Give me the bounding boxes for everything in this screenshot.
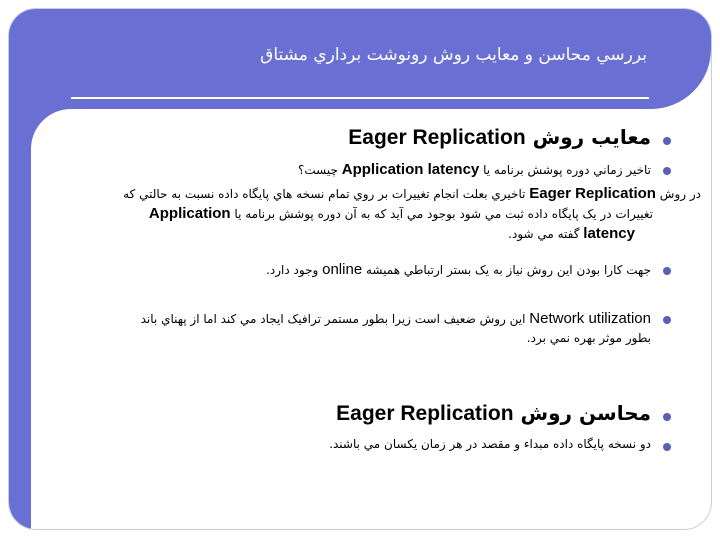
paragraph-line-2-fa: تغييرات در يک پايگاه داده ثبت مي شود بوجود مي آيد كه به آن دوره پوشش برنامه يا <box>234 207 653 221</box>
disadvantages-heading-fa: معايب روش <box>532 125 651 149</box>
slide-title: بررسي محاسن و معايب روش رونوشت برداري مشتاق <box>260 45 647 65</box>
network-utilization-fa: اين روش ضعيف است زيرا بطور مستمر ترافيک ايجاد مي كند اما از پهناي باند <box>140 312 526 326</box>
network-utilization-en: Network utilization <box>529 310 651 327</box>
online-requirement-en: online <box>322 261 363 278</box>
advantages-heading <box>336 401 651 426</box>
side-strip <box>9 9 31 529</box>
bullet-5 <box>663 413 671 421</box>
consistency-note: دو نسخه پايگاه داده مبداء و مقصد در هر زمان يكسان مي باشند. <box>329 437 651 451</box>
network-utilization-cont: بطور موثر بهره نمي برد. <box>526 331 651 345</box>
latency-question-en: Application latency <box>341 161 480 178</box>
latency-question <box>298 161 651 178</box>
paragraph-line-2 <box>149 205 653 222</box>
disadvantages-heading-en: Eager Replication <box>348 126 526 149</box>
paragraph-line-3-en: latency <box>583 225 635 242</box>
bullet-3 <box>663 267 671 275</box>
paragraph-line-1-fa-b: تاخيري بعلت انجام تغييرات بر روي تمام نسخه هاي پايگاه داده نسبت به حالتي كه <box>123 187 526 201</box>
paragraph-line-1-en: Eager Replication <box>529 185 656 202</box>
advantages-heading-fa: محاسن روش <box>520 401 651 425</box>
title-rule <box>71 97 649 99</box>
paragraph-line-1 <box>123 185 701 202</box>
paragraph-line-3 <box>508 225 635 242</box>
bullet-1 <box>663 137 671 145</box>
bullet-2 <box>663 167 671 175</box>
paragraph-line-1-fa-a: در روش <box>659 187 701 201</box>
slide-frame <box>8 8 712 530</box>
latency-question-fa-a: تاخير زماني دوره پوشش برنامه يا <box>483 163 651 177</box>
online-requirement <box>266 261 651 278</box>
advantages-heading-en: Eager Replication <box>336 402 514 425</box>
network-utilization <box>141 310 651 327</box>
online-requirement-fa-b: وجود دارد. <box>266 263 319 277</box>
paragraph-line-2-en: Application <box>148 205 231 222</box>
latency-question-fa-b: چيست؟ <box>298 163 338 177</box>
corner-curve <box>31 109 71 149</box>
paragraph-line-3-fa: گفته مي شود. <box>508 227 580 241</box>
online-requirement-fa-a: جهت كارا بودن اين روش نياز به يک بستر ارتباطي هميشه <box>366 263 651 277</box>
disadvantages-heading <box>348 125 651 150</box>
bullet-6 <box>663 443 671 451</box>
bullet-4 <box>663 316 671 324</box>
